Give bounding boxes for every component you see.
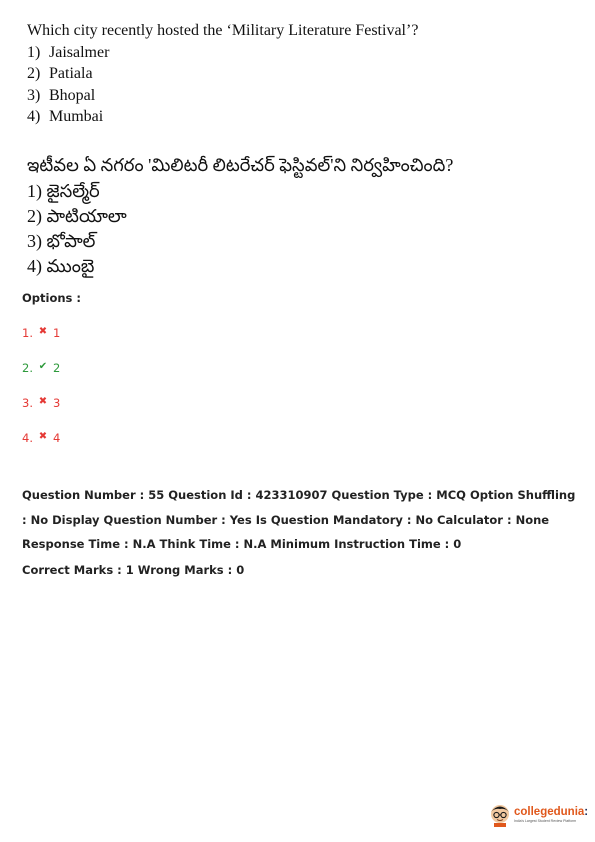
option-value: 4 xyxy=(52,431,61,445)
answer-option-2 xyxy=(22,361,81,396)
question-telugu xyxy=(27,153,453,279)
question-details: Question Number : 55 Question Id : 423310907 Question Type : MCQ Option Shuffling : No Display Question Number : Yes Is Question Mandatory : No Calculator : None Response Time : N.A Think Time : N.A Minimum Instruction Time : 0 xyxy=(22,488,576,551)
collegedunia-logo xyxy=(489,800,589,830)
question-metadata xyxy=(22,483,578,582)
cross-icon: ✖ xyxy=(38,396,48,407)
option-number: 3) xyxy=(27,86,41,104)
question-text-telugu: ఇటీవల ఏ నగరం 'మిలిటరీ లిటరేచర్ ఫెస్టివల్'ని నిర్వహించింది? xyxy=(27,155,454,175)
answer-option-3 xyxy=(22,396,81,431)
telugu-option: 4) ముంబై xyxy=(27,256,95,276)
english-option xyxy=(27,63,418,85)
option-label: Patiala xyxy=(49,65,93,82)
student-mascot-icon xyxy=(489,803,511,827)
cross-icon: ✖ xyxy=(38,431,48,442)
english-option xyxy=(27,85,418,107)
option-label: Bhopal xyxy=(49,86,96,104)
cross-icon: ✖ xyxy=(38,326,48,337)
answer-option-1 xyxy=(22,326,81,361)
answer-option-4 xyxy=(22,431,81,466)
logo-brand-main: collegedunia xyxy=(514,805,585,818)
option-label: Jaisalmer xyxy=(49,43,110,61)
option-prefix: 4. xyxy=(22,431,33,445)
option-number: 1) xyxy=(27,43,41,61)
telugu-option: 3) భోపాల్ xyxy=(27,231,96,251)
marks-info: Correct Marks : 1 Wrong Marks : 0 xyxy=(22,562,245,577)
question-english xyxy=(27,20,418,128)
option-value: 1 xyxy=(52,326,61,340)
english-option xyxy=(27,42,418,64)
option-label: Mumbai xyxy=(49,108,104,125)
answer-options xyxy=(22,291,81,466)
logo-text xyxy=(514,807,588,824)
option-prefix: 3. xyxy=(22,396,33,410)
option-number: 4) xyxy=(27,108,41,125)
options-heading: Options : xyxy=(22,291,81,305)
option-prefix: 2. xyxy=(22,361,33,375)
telugu-option: 2) పాటియాలా xyxy=(27,206,127,226)
logo-tagline: India's Largest Student Review Platform xyxy=(514,819,577,823)
check-icon: ✔ xyxy=(38,361,48,372)
logo-brand xyxy=(514,807,588,819)
question-text-english: Which city recently hosted the ‘Military Literature Festival’? xyxy=(27,22,419,39)
option-value: 3 xyxy=(52,396,61,410)
option-number: 2) xyxy=(27,65,41,82)
option-value: 2 xyxy=(52,361,61,375)
logo-brand-tail: : xyxy=(584,805,589,818)
english-option xyxy=(27,106,418,128)
telugu-option: 1) జైసల్మేర్ xyxy=(27,181,100,201)
option-prefix: 1. xyxy=(22,326,33,340)
